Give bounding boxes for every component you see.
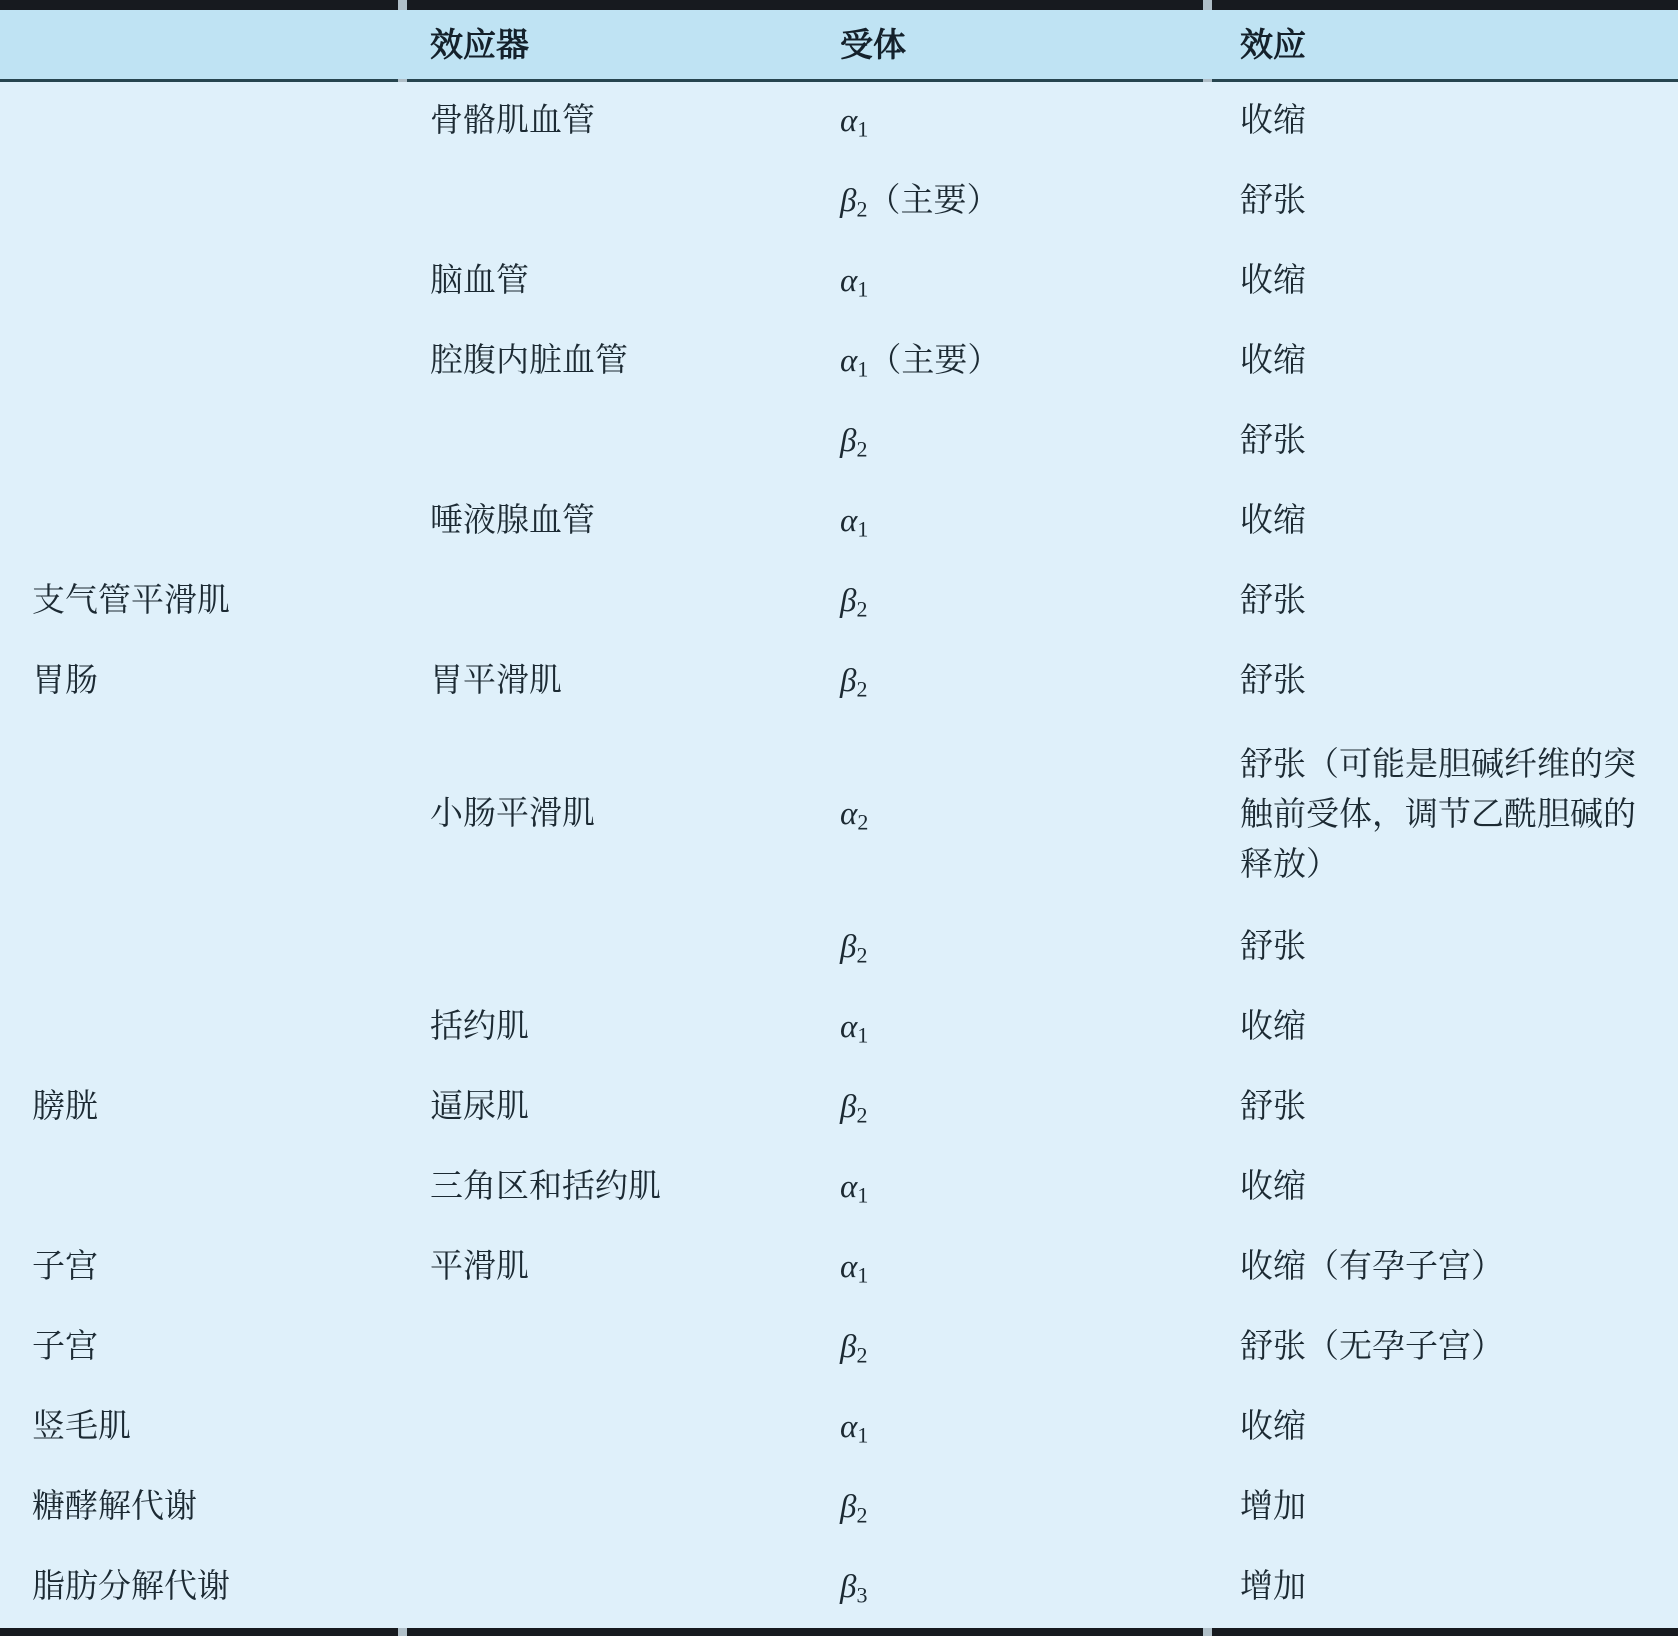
receptor-subscript: 2 (856, 596, 868, 622)
receptor-label (840, 1324, 867, 1372)
receptor-subscript: 2 (856, 1342, 868, 1368)
table-row (0, 1068, 1678, 1148)
effect-cell (1205, 642, 1678, 722)
organ-label: 竖毛肌 (32, 1409, 131, 1446)
effector-label: 唾液腺血管 (430, 503, 595, 540)
receptor-cell (840, 908, 1205, 988)
table-row (0, 1388, 1678, 1468)
receptor-label (840, 498, 868, 546)
effector-label: 括约肌 (430, 1009, 529, 1046)
effect-cell (1205, 1388, 1678, 1468)
organ-label: 糖酵解代谢 (32, 1489, 197, 1526)
receptor-subscript: 1 (857, 1262, 869, 1288)
receptor-subscript: 1 (857, 116, 869, 142)
receptor-greek-letter: α (840, 343, 858, 380)
table-row (0, 1148, 1678, 1228)
receptor-greek-letter: α (840, 103, 858, 140)
effector-cell (400, 242, 840, 322)
receptor-label (840, 1564, 867, 1612)
organ-cell (0, 908, 400, 988)
effect-cell (1205, 1068, 1678, 1148)
effector-cell (400, 1468, 840, 1548)
effect-cell (1205, 1148, 1678, 1228)
organ-cell (0, 322, 400, 402)
effector-cell (400, 1308, 840, 1388)
effector-cell (400, 988, 840, 1068)
organ-cell (0, 1228, 400, 1308)
table-row (0, 562, 1678, 642)
receptor-cell (840, 242, 1205, 322)
receptor-subscript: 2 (856, 1502, 868, 1528)
receptor-cell (840, 1148, 1205, 1228)
receptor-cell (840, 82, 1205, 162)
effector-cell (400, 1228, 840, 1308)
receptor-label (840, 98, 868, 146)
effector-cell (400, 162, 840, 242)
receptor-greek-letter: β (840, 663, 857, 700)
effect-cell (1205, 1228, 1678, 1308)
effector-cell (400, 1388, 840, 1468)
effect-label: 收缩 (1240, 1169, 1306, 1206)
receptor-subscript: 1 (857, 1182, 869, 1208)
effector-label: 平滑肌 (430, 1249, 529, 1286)
organ-cell (0, 722, 400, 908)
effect-label: 舒张 (1240, 583, 1306, 620)
effect-label: 舒张 (1240, 929, 1306, 966)
receptor-label (840, 1484, 867, 1532)
receptor-label (840, 924, 867, 972)
table-row (0, 1228, 1678, 1308)
table-row (0, 1468, 1678, 1548)
organ-label: 脂肪分解代谢 (32, 1569, 230, 1606)
receptor-greek-letter: α (840, 1169, 858, 1206)
effect-label: 增加 (1240, 1489, 1306, 1526)
effect-cell (1205, 1308, 1678, 1388)
receptor-label (840, 338, 1000, 386)
effector-label: 骨骼肌血管 (430, 103, 595, 140)
receptor-subscript: 1 (857, 1422, 869, 1448)
effector-label: 逼尿肌 (430, 1089, 529, 1126)
receptor-greek-letter: β (840, 183, 857, 220)
organ-label: 子宫 (32, 1329, 98, 1366)
receptor-greek-letter: β (840, 1489, 857, 1526)
effector-cell (400, 1068, 840, 1148)
table-row (0, 988, 1678, 1068)
receptor-greek-letter: β (840, 929, 857, 966)
effect-cell (1205, 482, 1678, 562)
organ-cell (0, 1548, 400, 1628)
table-bottom-border (0, 1628, 1678, 1636)
receptor-subscript: 2 (857, 809, 869, 835)
receptor-subscript: 1 (857, 356, 869, 382)
organ-cell (0, 482, 400, 562)
table-row (0, 908, 1678, 988)
receptor-cell (840, 162, 1205, 242)
organ-cell (0, 162, 400, 242)
effect-label: 收缩 (1240, 103, 1306, 140)
effect-label: 收缩 (1240, 263, 1306, 300)
organ-cell (0, 1308, 400, 1388)
table-rows (0, 82, 1678, 1628)
receptor-label (840, 1404, 868, 1452)
receptor-greek-letter: β (840, 1569, 857, 1606)
receptor-cell (840, 402, 1205, 482)
receptor-greek-letter: β (840, 423, 857, 460)
organ-label: 胃肠 (32, 663, 98, 700)
receptor-cell (840, 482, 1205, 562)
effect-cell (1205, 562, 1678, 642)
receptor-cell (840, 1068, 1205, 1148)
effect-label: 舒张（可能是胆碱纤维的突触前受体，调节乙酰胆碱的释放） (1240, 747, 1636, 883)
effector-label: 小肠平滑肌 (430, 796, 595, 833)
receptor-cell (840, 642, 1205, 722)
effector-label: 胃平滑肌 (430, 663, 562, 700)
effect-cell (1205, 162, 1678, 242)
table-row (0, 242, 1678, 322)
receptor-label (840, 791, 868, 839)
table-row (0, 322, 1678, 402)
organ-cell (0, 82, 400, 162)
table-row (0, 722, 1678, 908)
receptor-label (840, 1244, 868, 1292)
effector-cell (400, 562, 840, 642)
table-row (0, 1548, 1678, 1628)
receptor-subscript: 2 (856, 942, 868, 968)
receptor-cell (840, 322, 1205, 402)
effector-cell (400, 1548, 840, 1628)
table-row (0, 82, 1678, 162)
receptor-greek-letter: β (840, 583, 857, 620)
receptor-label (840, 658, 867, 706)
organ-cell (0, 242, 400, 322)
table-row (0, 642, 1678, 722)
receptor-label (840, 258, 868, 306)
receptor-cell (840, 1468, 1205, 1548)
receptor-subscript: 2 (856, 436, 868, 462)
effect-cell (1205, 908, 1678, 988)
effect-cell (1205, 322, 1678, 402)
table-header-row (0, 10, 1678, 79)
effect-cell (1205, 1468, 1678, 1548)
organ-cell (0, 402, 400, 482)
effector-cell (400, 642, 840, 722)
effector-cell (400, 322, 840, 402)
receptor-note: （主要） (868, 343, 1001, 380)
receptor-cell (840, 722, 1205, 908)
table-row (0, 402, 1678, 482)
table-row (0, 162, 1678, 242)
header-cell-organ (0, 10, 400, 79)
effect-label: 舒张 (1240, 183, 1306, 220)
receptor-greek-letter: α (840, 503, 858, 540)
effect-label: 收缩 (1240, 503, 1306, 540)
effector-cell (400, 1148, 840, 1228)
receptor-cell (840, 1308, 1205, 1388)
receptor-label (840, 418, 867, 466)
effector-label: 三角区和括约肌 (430, 1169, 661, 1206)
receptor-subscript: 2 (856, 676, 868, 702)
receptor-greek-letter: α (840, 263, 858, 300)
organ-cell (0, 1068, 400, 1148)
effect-cell (1205, 988, 1678, 1068)
header-cell-effector (400, 10, 840, 79)
effect-label: 舒张 (1240, 423, 1306, 460)
receptor-subscript: 2 (856, 196, 868, 222)
effect-label: 舒张 (1240, 1089, 1306, 1126)
receptor-cell (840, 1548, 1205, 1628)
receptor-label (840, 578, 867, 626)
receptor-label (840, 178, 999, 226)
effect-label: 舒张（无孕子宫） (1240, 1329, 1504, 1366)
receptor-greek-letter: β (840, 1329, 857, 1366)
effector-cell (400, 722, 840, 908)
organ-label: 子宫 (32, 1249, 98, 1286)
organ-cell (0, 642, 400, 722)
organ-cell (0, 1388, 400, 1468)
receptor-cell (840, 1388, 1205, 1468)
effect-label: 收缩 (1240, 1409, 1306, 1446)
receptor-subscript: 1 (857, 1022, 869, 1048)
table-row (0, 482, 1678, 562)
header-cell-effect (1205, 10, 1678, 79)
receptor-label (840, 1004, 868, 1052)
receptor-cell (840, 562, 1205, 642)
effector-label: 脑血管 (430, 263, 529, 300)
receptor-subscript: 1 (857, 516, 869, 542)
effector-cell (400, 402, 840, 482)
effector-cell (400, 908, 840, 988)
organ-label: 支气管平滑肌 (32, 583, 230, 620)
header-label-effector: 效应器 (430, 25, 529, 63)
receptor-greek-letter: α (840, 1409, 858, 1446)
effect-cell (1205, 1548, 1678, 1628)
receptor-cell (840, 1228, 1205, 1308)
effect-label: 收缩 (1240, 1009, 1306, 1046)
header-label-receptor: 受体 (840, 25, 906, 63)
organ-cell (0, 1148, 400, 1228)
receptor-greek-letter: β (840, 1089, 857, 1126)
receptor-greek-letter: α (840, 1009, 858, 1046)
effect-label: 舒张 (1240, 663, 1306, 700)
table-top-border (0, 0, 1678, 10)
receptor-note: （主要） (867, 183, 1000, 220)
effect-cell (1205, 402, 1678, 482)
receptor-label (840, 1084, 867, 1132)
organ-label: 膀胱 (32, 1089, 98, 1126)
header-cell-receptor (840, 10, 1205, 79)
effector-label: 腔腹内脏血管 (430, 343, 628, 380)
effect-label: 增加 (1240, 1569, 1306, 1606)
effect-label: 收缩 (1240, 343, 1306, 380)
receptor-subscript: 1 (857, 276, 869, 302)
organ-cell (0, 988, 400, 1068)
table-row (0, 1308, 1678, 1388)
effect-cell (1205, 722, 1678, 908)
effect-label: 收缩（有孕子宫） (1240, 1249, 1504, 1286)
effector-cell (400, 82, 840, 162)
receptor-subscript: 3 (856, 1582, 868, 1608)
effect-cell (1205, 82, 1678, 162)
effect-cell (1205, 242, 1678, 322)
receptor-greek-letter: α (840, 1249, 858, 1286)
receptor-cell (840, 988, 1205, 1068)
organ-cell (0, 562, 400, 642)
receptor-label (840, 1164, 868, 1212)
header-label-effect: 效应 (1240, 25, 1306, 63)
receptor-subscript: 2 (856, 1102, 868, 1128)
receptor-greek-letter: α (840, 796, 858, 833)
effector-cell (400, 482, 840, 562)
organ-cell (0, 1468, 400, 1548)
